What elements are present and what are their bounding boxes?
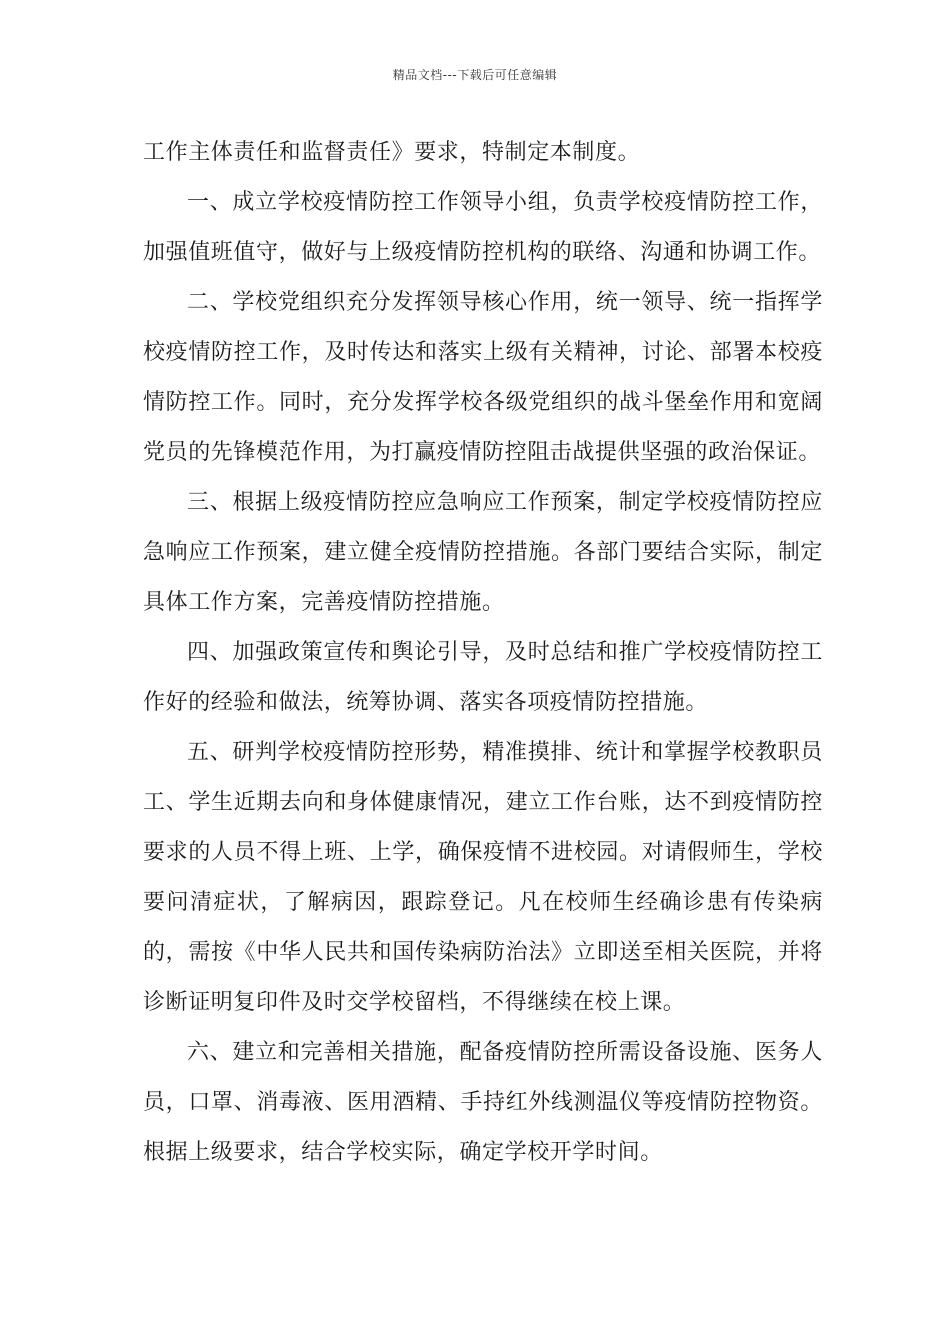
paragraph-item-3: 三、根据上级疫情防控应急响应工作预案，制定学校疫情防控应急响应工作预案，建立健全疫情防控措施。各部门要结合实际，制定具体工作方案，完善疫情防控措施。 — [143, 490, 823, 615]
paragraph-item-4: 四、加强政策宣传和舆论引导，及时总结和推广学校疫情防控工作好的经验和做法，统筹协调、落实各项疫情防控措施。 — [143, 640, 823, 715]
paragraph-item-2: 二、学校党组织充分发挥领导核心作用，统一领导、统一指挥学校疫情防控工作，及时传达和落实上级有关精神，讨论、部署本校疫情防控工作。同时，充分发挥学校各级党组织的战斗堡垒作用和宽阔党员的先锋模范作用，为打赢疫情防控阻击战提供坚强的政治保证。 — [143, 290, 823, 465]
paragraph-item-6: 六、建立和完善相关措施，配备疫情防控所需设备设施、医务人员，口罩、消毒液、医用酒精、手持红外线测温仪等疫情防控物资。根据上级要求，结合学校实际，确定学校开学时间。 — [143, 1040, 823, 1165]
paragraph-item-5: 五、研判学校疫情防控形势，精准摸排、统计和掌握学校教职员工、学生近期去向和身体健康情况，建立工作台账，达不到疫情防控要求的人员不得上班、上学，确保疫情不进校园。对请假师生，学校要问清症状，了解病因，跟踪登记。凡在校师生经确诊患有传染病的，需按《中华人民共和国传染病防治法》立即送至相关医院，并将诊断证明复印件及时交学校留档，不得继续在校上课。 — [143, 740, 823, 1015]
document-body — [143, 128, 823, 1178]
paragraph-continuation: 工作主体责任和监督责任》要求，特制定本制度。 — [143, 140, 641, 165]
page-header: 精品文档---下载后可任意编辑 — [392, 68, 558, 82]
paragraph-item-1: 一、成立学校疫情防控工作领导小组，负责学校疫情防控工作，加强值班值守，做好与上级疫情防控机构的联络、沟通和协调工作。 — [143, 190, 823, 265]
